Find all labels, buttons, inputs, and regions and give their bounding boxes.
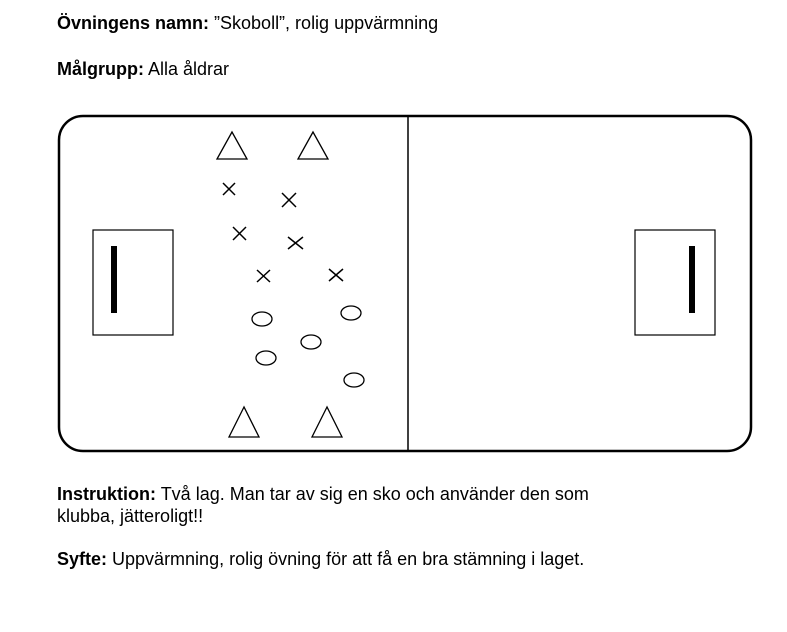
court-boundary <box>59 116 751 451</box>
right-goal-cage <box>689 246 695 313</box>
left-goal-icon <box>93 230 173 335</box>
target-group-label: Målgrupp: <box>57 59 144 79</box>
purpose-line <box>57 548 584 570</box>
circle-icon <box>252 312 272 326</box>
instruction-paragraph <box>57 483 697 527</box>
triangle-icon <box>229 407 259 437</box>
circle-icon <box>301 335 321 349</box>
cross-icon <box>329 269 343 281</box>
purpose-value: Uppvärmning, rolig övning för att få en bra stämning i laget. <box>112 549 585 569</box>
cross-icon <box>233 227 246 240</box>
target-group-value: Alla åldrar <box>148 59 230 79</box>
triangle-icon <box>298 132 328 159</box>
circle-icon <box>341 306 361 320</box>
left-goal-cage <box>111 246 117 313</box>
purpose-label: Syfte: <box>57 549 108 569</box>
circle-icon <box>344 373 364 387</box>
exercise-name-value: ”Skoboll”, rolig uppvärmning <box>214 13 439 33</box>
triangle-icon <box>312 407 342 437</box>
circle-icon <box>256 351 276 365</box>
cross-icon <box>257 270 270 282</box>
left-goal-area <box>93 230 173 335</box>
exercise-name-label: Övningens namn: <box>57 13 210 33</box>
instruction-text-line1: Två lag. Man tar av sig en sko och använder den som <box>160 484 589 504</box>
instruction-text-line2: klubba, jätteroligt!! <box>57 506 204 526</box>
cross-icon <box>223 183 235 195</box>
right-goal-icon <box>635 230 715 335</box>
cross-icon <box>288 237 303 249</box>
cross-icon <box>282 193 296 207</box>
right-goal-area <box>635 230 715 335</box>
instruction-label: Instruktion: <box>57 484 156 504</box>
triangle-icon <box>217 132 247 159</box>
